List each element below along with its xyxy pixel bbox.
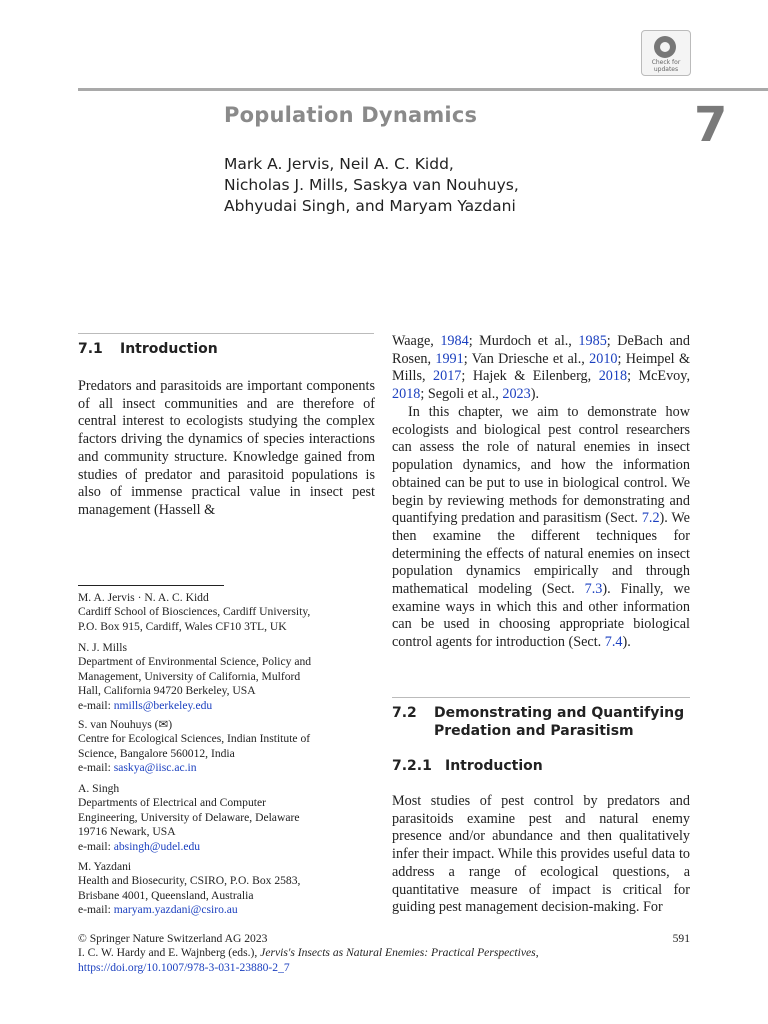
section-number: 7.1 [78, 341, 103, 357]
email-link-van-nouhuys[interactable]: saskya@iisc.ac.in [113, 761, 197, 775]
right-paragraph-1: Waage, 1984; Murdoch et al., 1985; DeBach and Rosen, 1991; Van Driesche et al., 2010; Heimpel & Mills, 2017; Hajek & Eilenberg, 2018; McEvoy, 2018; Segoli et al., 2023). [392, 333, 690, 403]
citation-link[interactable]: 1991 [435, 350, 464, 367]
citation-link[interactable]: 1985 [578, 333, 607, 349]
section-title-line: Demonstrating and Quantifying [434, 705, 685, 721]
email-prefix: e-mail: [78, 698, 114, 712]
copyright-line: © Springer Nature Switzerland AG 2023 [78, 932, 268, 945]
affiliation-name: M. Yazdani [78, 860, 132, 873]
affiliation-line: Science, Bangalore 560012, India [78, 746, 235, 760]
affiliation-name: M. A. Jervis · N. A. C. Kidd [78, 591, 209, 604]
author-list [224, 154, 519, 217]
citation-link[interactable]: 2023 [502, 386, 531, 403]
email-line [78, 699, 368, 713]
citation-link[interactable]: 2017 [433, 368, 462, 385]
citation-link[interactable]: 2018 [598, 368, 628, 385]
affiliation-line: Brisbane 4001, Queensland, Australia [78, 888, 254, 902]
section-link[interactable]: 7.4 [604, 634, 623, 651]
section-rule [392, 697, 690, 698]
affiliation-van-nouhuys [78, 718, 368, 776]
affiliation-line: Engineering, University of Delaware, Delaware [78, 810, 300, 824]
subsection-title: Introduction [445, 758, 543, 774]
affiliation-line: P.O. Box 915, Cardiff, Wales CF10 3TL, UK [78, 619, 287, 633]
email-prefix: e-mail: [78, 903, 114, 917]
footnote-rule [78, 585, 224, 586]
affiliation-line: 19716 Newark, USA [78, 825, 176, 839]
section-link[interactable]: 7.3 [584, 581, 603, 598]
affiliation-name: S. van Nouhuys (✉) [78, 718, 173, 731]
header-rule [78, 88, 768, 91]
affiliation-line: Departments of Electrical and Computer [78, 796, 267, 810]
section-rule [78, 333, 374, 334]
citation-link[interactable]: 2018 [392, 386, 421, 403]
email-line [78, 903, 368, 917]
author-line: Nicholas J. Mills, Saskya van Nouhuys, [224, 176, 519, 194]
email-prefix: e-mail: [78, 839, 114, 853]
author-line: Mark A. Jervis, Neil A. C. Kidd, [224, 155, 454, 173]
chapter-title: Population Dynamics [224, 103, 478, 127]
affiliation-line: Management, University of California, Mulford [78, 669, 301, 683]
editors: I. C. W. Hardy and E. Wajnberg (eds.), [78, 946, 261, 960]
email-prefix: e-mail: [78, 761, 114, 775]
chapter-number: 7 [694, 97, 728, 153]
intro-paragraph: Predators and parasitoids are important components of all insect communities and are therefore of central interest to ecologists studying the complex factors driving the dynamics of species interactions and community structure. Knowledge gained from studies of predator and parasitoid populations is also of immense practical value in insect pest management (Hassell & [78, 378, 375, 518]
badge-text-line1: Check for [651, 59, 681, 66]
page-number: 591 [672, 932, 690, 945]
email-line [78, 840, 368, 854]
email-link-singh[interactable]: absingh@udel.edu [113, 839, 201, 853]
email-link-mills[interactable]: nmills@berkeley.edu [113, 698, 213, 712]
affiliation-mills [78, 641, 368, 713]
affiliation-line: Health and Biosecurity, CSIRO, P.O. Box 2583, [78, 874, 301, 888]
check-for-updates-badge[interactable] [641, 30, 691, 76]
affiliation-line: Centre for Ecological Sciences, Indian Institute of [78, 732, 311, 746]
citation-link[interactable]: 1984 [440, 333, 469, 349]
section-link[interactable]: 7.2 [641, 510, 660, 527]
author-line: Abhyudai Singh, and Maryam Yazdani [224, 197, 516, 215]
section-number: 7.2 [392, 705, 417, 721]
section-title-line: Predation and Parasitism [434, 723, 634, 739]
affiliation-singh [78, 782, 368, 854]
book-title: Jervis's Insects as Natural Enemies: Practical Perspectives [260, 946, 536, 960]
update-icon [654, 36, 676, 58]
affiliation-yazdani [78, 860, 368, 918]
citation-line: I. C. W. Hardy and E. Wajnberg (eds.), Jervis's Insects as Natural Enemies: Practical Perspectives, [78, 946, 539, 960]
affiliation-name: A. Singh [78, 782, 120, 795]
email-link-yazdani[interactable]: maryam.yazdani@csiro.au [113, 903, 238, 917]
citation-link[interactable]: 2010 [589, 350, 618, 367]
badge-text-line2: updates [653, 66, 679, 73]
right-paragraph-2: In this chapter, we aim to demonstrate how ecologists and biological pest control researchers can assess the role of natural enemies in insect population dynamics, and how the information obtained can be put to use in biological control. We begin by reviewing methods for demonstrating and quantifying predation and parasitism (Sect. 7.2). We then examine the different techniques for determining the effects of natural enemies on insect population dynamics empirically and through mathematical modeling (Sect. 7.3). Finally, we examine ways in which this and other information can be used in choosing appropriate biological control agents for introduction (Sect. 7.4). [392, 404, 690, 651]
subsection-paragraph: Most studies of pest control by predators and parasitoids examine pest and natural enemy presence and/or abundance and then qualitatively infer their impact. While this provides useful data to address a range of ecological questions, a quantitative measure of impact is critical for guiding pest management decision-making. For [392, 793, 690, 916]
section-title: Introduction [120, 341, 218, 357]
page-footer [78, 932, 690, 975]
doi-link[interactable]: https://doi.org/10.1007/978-3-031-23880-2_7 [78, 960, 290, 974]
subsection-number: 7.2.1 [392, 758, 432, 774]
affiliation-line: Department of Environmental Science, Policy and [78, 655, 312, 669]
affiliation-name: N. J. Mills [78, 641, 127, 654]
affiliation-jervis-kidd [78, 591, 368, 634]
affiliation-line: Cardiff School of Biosciences, Cardiff University, [78, 605, 311, 619]
email-line [78, 761, 368, 775]
affiliation-line: Hall, California 94720 Berkeley, USA [78, 684, 256, 698]
subsection-heading-7-2-1 [392, 758, 543, 774]
section-heading-7-2 [392, 704, 684, 740]
section-heading-7-1 [78, 341, 218, 357]
